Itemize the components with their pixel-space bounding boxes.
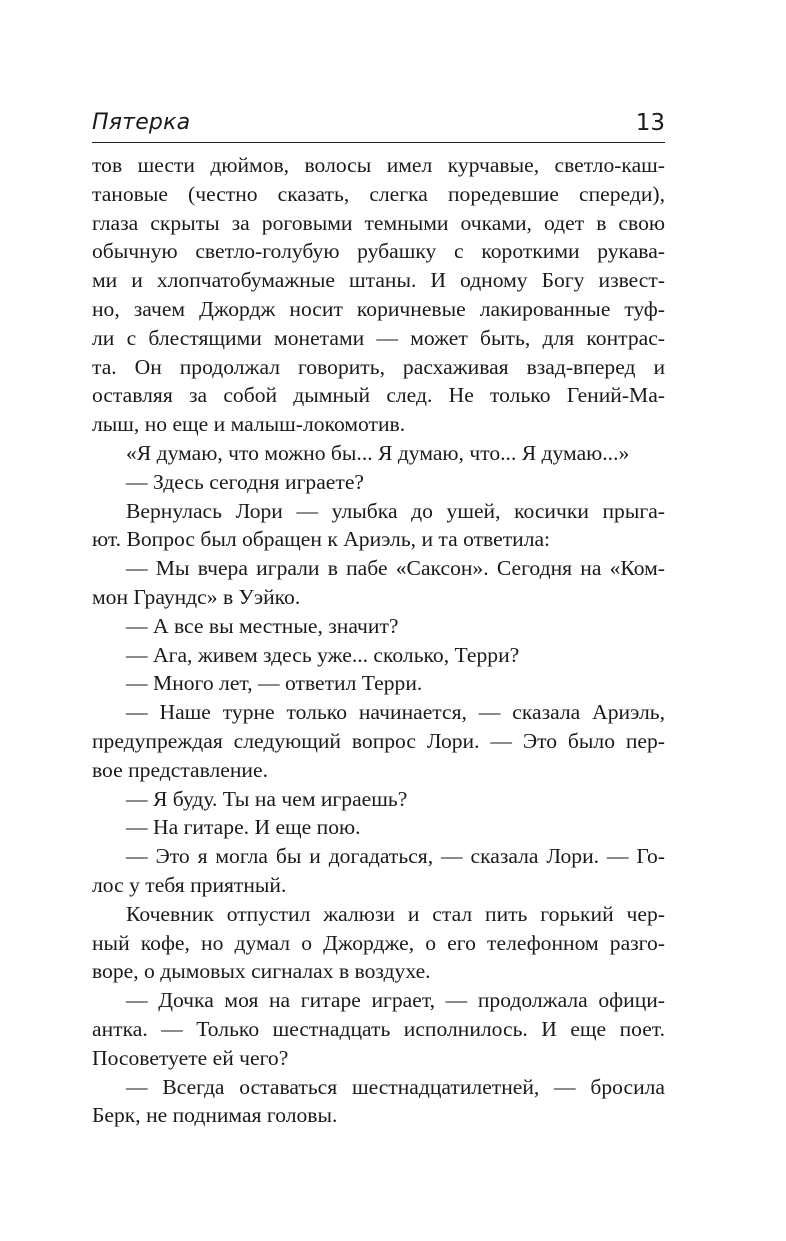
text-line: лыш, но еще и малыш-локомотив. (92, 412, 406, 437)
text-line: ли с блестящими монетами — может быть, для контрас- (92, 325, 665, 350)
text-line: антка. — Только шестнадцать исполнилось. И еще поет. (92, 1016, 665, 1041)
text-line: Берк, не поднимая головы. (92, 1103, 338, 1128)
text-line: ми и хлопчатобумажные штаны. И одному Богу извест- (92, 268, 665, 293)
running-title: Пятерка (92, 110, 191, 135)
body-text (92, 151, 665, 1130)
text-line: «Я думаю, что можно бы... Я думаю, что... Я думаю...» (126, 440, 630, 465)
text-line: тановые (честно сказать, слегка поредевшие спереди), (92, 181, 665, 206)
text-line: вое представление. (92, 757, 268, 782)
text-line: — Здесь сегодня играете? (126, 469, 364, 494)
text-line: ный кофе, но думал о Джордже, о его телефонном разго- (92, 930, 665, 955)
text-line: ют. Вопрос был обращен к Ариэль, и та ответила: (92, 527, 551, 552)
text-line: Кочевник отпустил жалюзи и стал пить горький чер- (126, 901, 665, 926)
text-line: — Это я могла бы и догадаться, — сказала Лори. — Го- (126, 844, 665, 869)
text-line: — Наше турне только начинается, — сказала Ариэль, (126, 700, 665, 725)
text-line: Посоветуете ей чего? (92, 1045, 289, 1070)
text-line: — Ага, живем здесь уже... сколько, Терри? (126, 642, 520, 667)
text-line: — Много лет, — ответил Терри. (126, 671, 423, 696)
text-line: лос у тебя приятный. (92, 872, 287, 897)
text-line: оставляя за собой дымный след. Не только Гений-Ма- (92, 383, 665, 408)
text-line: — Всегда оставаться шестнадцатилетней, — бросила (126, 1074, 665, 1099)
text-line: — На гитаре. И еще пою. (126, 815, 361, 840)
page-number: 13 (635, 110, 665, 136)
text-line: обычную светло-голубую рубашку с короткими рукава- (92, 239, 665, 264)
text-line: предупреждая следующий вопрос Лори. — Это было пер- (92, 728, 665, 753)
text-line: мон Граундс» в Уэйко. (92, 584, 301, 609)
text-line: та. Он продолжал говорить, расхаживая взад-вперед и (92, 354, 665, 379)
text-line: но, зачем Джордж носит коричневые лакированные туф- (92, 296, 665, 321)
text-line: воре, о дымовых сигналах в воздухе. (92, 959, 431, 984)
text-line: — Я буду. Ты на чем играешь? (126, 786, 408, 811)
text-line: Вернулась Лори — улыбка до ушей, косички прыга- (126, 498, 665, 523)
text-line: глаза скрыты за роговыми темными очками, одет в свою (92, 210, 665, 235)
text-line: тов шести дюймов, волосы имел курчавые, светло-каш- (92, 153, 665, 177)
header-rule (92, 142, 665, 143)
text-line: — Дочка моя на гитаре играет, — продолжала офици- (126, 988, 665, 1013)
text-line: — А все вы местные, значит? (126, 613, 399, 638)
running-header (92, 108, 665, 144)
text-line: — Мы вчера играли в пабе «Саксон». Сегодня на «Ком- (126, 556, 665, 581)
